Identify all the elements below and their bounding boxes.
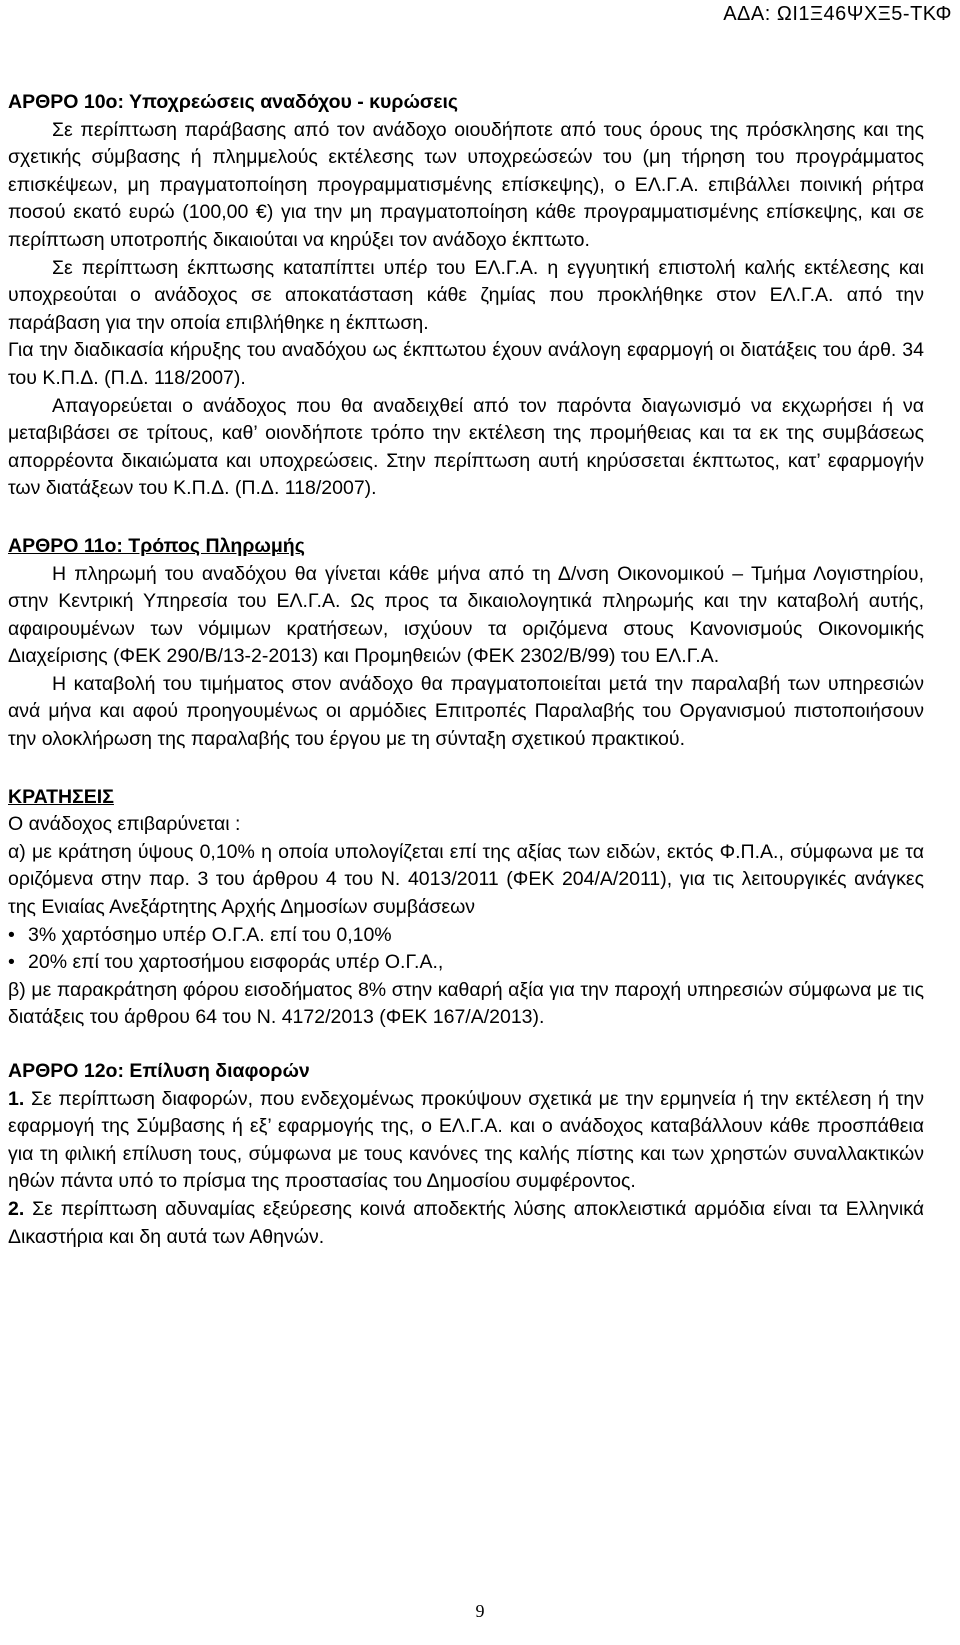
bullet-icon: •	[8, 951, 15, 974]
bullet-item-text: 3% χαρτόσημο υπέρ Ο.Γ.Α. επί του 0,10%	[28, 923, 392, 946]
article-10-paragraph-3: Για την διαδικασία κήρυξης του αναδόχου ως έκπτωτου έχουν ανάλογη εφαρμογή οι διατάξεις του άρθ. 34 του Κ.Π.Δ. (Π.Δ. 118/2007).	[8, 339, 924, 389]
article-10-paragraph-1: Σε περίπτωση παράβασης από τον ανάδοχο οιουδήποτε από τους όρους της πρόσκλησης και της σχετικής σύμβασης ή πλημμελούς εκτέλεσης των υποχρεώσεών του (μη τήρηση του προγράμματος επισκέψεων, μη πραγματοποίηση προγραμματισμένης επίσκεψης), ο ΕΛ.Γ.Α. επιβάλλει ποινική ρήτρα ποσού εκατό ευρώ (100,00 €) για την μη πραγματοποίηση κάθε προγραμματισμένης επίσκεψης, και σε περίπτωση υποτροπής δικαιούται να κηρύξει τον ανάδοχο έκπτωτο.	[8, 118, 924, 251]
article-10-title: ΑΡΘΡΟ 10ο: Υποχρεώσεις αναδόχου - κυρώσεις	[8, 91, 459, 113]
article-12-title: ΑΡΘΡΟ 12ο: Επίλυση διαφορών	[8, 1060, 310, 1082]
withholding-b: β) με παρακράτηση φόρου εισοδήματος 8% στην καθαρή αξία για την παροχή υπηρεσιών σύμφωνα με τις διατάξεις του άρθρου 64 του Ν. 4172/2013 (ΦΕΚ 167/Α/2013).	[8, 978, 924, 1029]
document-body	[8, 89, 924, 1251]
article-12-item-2	[8, 1196, 924, 1251]
article-12-item-1	[8, 1086, 924, 1196]
bullet-icon: •	[8, 923, 15, 946]
withholdings-intro: Ο ανάδοχος επιβαρύνεται :	[8, 813, 241, 836]
item-text: Σε περίπτωση αδυναμίας εξεύρεσης κοινά αποδεκτής λύσης αποκλειστικά αρμόδια είναι τα Ελληνικά Δικαστήρια και δη αυτά των Αθηνών.	[8, 1197, 924, 1248]
ada-identifier: ΑΔΑ: ΩΙ1Ξ46ΨΧΞ5-ΤΚΦ	[723, 3, 952, 25]
item-number: 1.	[8, 1087, 25, 1110]
article-11-title-text: ΑΡΘΡΟ 11ο: Τρόπος Πληρωμής	[8, 534, 305, 557]
page-number: 9	[475, 1601, 485, 1621]
item-number: 2.	[8, 1197, 25, 1220]
item-text: Σε περίπτωση διαφορών, που ενδεχομένως προκύψουν σχετικά με την ερμηνεία ή την εκτέλεση ή την εφαρμογή της Σύμβασης ή εξ’ εφαρμογής της, ο ΕΛ.Γ.Α. και ο ανάδοχος καταβάλλουν κάθε προσπάθεια για τη φιλική επίλυση τους, σύμφωνα με τους κανόνες της καλής πίστης και των χρηστών συναλλακτικών ηθών πάντα υπό το πρίσμα της προστασίας του Δημοσίου συμφέροντος.	[8, 1087, 924, 1193]
article-11-title	[8, 533, 924, 561]
article-10-paragraph-4: Απαγορεύεται ο ανάδοχος που θα αναδειχθεί από τον παρόντα διαγωνισμό να εκχωρήσει ή να μεταβιβάσει σε τρίτους, καθ’ οιονδήποτε τρόπο την εκτέλεση της προμήθειας και τα εκ της συμβάσεως απορρέοντα δικαιώματα και υποχρεώσεις. Στην περίπτωση αυτή κηρύσσεται έκπτωτος, κατ’ εφαρμογήν των διατάξεων του Κ.Π.Δ. (Π.Δ. 118/2007).	[8, 394, 924, 500]
bullet-item-text: 20% επί του χαρτοσήμου εισφοράς υπέρ Ο.Γ.Α.,	[28, 951, 444, 974]
bullet-item-1	[8, 922, 924, 950]
article-11-paragraph-1: Η πληρωμή του αναδόχου θα γίνεται κάθε μήνα από τη Δ/νση Οικονομικού – Τμήμα Λογιστηρίου, στην Κεντρική Υπηρεσία του ΕΛ.Γ.Α. Ως προς τα δικαιολογητικά πληρωμής και την καταβολή αυτής, αφαιρουμένων των νόμιμων κρατήσεων, ισχύουν τα οριζόμενα στους Κανονισμούς Οικονομικής Διαχείρισης (ΦΕΚ 290/Β/13-2-2013) και Προμηθειών (ΦΕΚ 2302/Β/99) του ΕΛ.Γ.Α.	[8, 562, 924, 668]
article-11-paragraph-2: Η καταβολή του τιμήματος στον ανάδοχο θα πραγματοποιείται μετά την παραλαβή των υπηρεσιών ανά μήνα και αφού προηγουμένως οι αρμόδιες Επιτροπές Παραλαβής του Οργανισμού πιστοποιήσουν την ολοκλήρωση της παραλαβής του έργου με τη σύνταξη σχετικού πρακτικού.	[8, 672, 924, 751]
withholding-a: α) με κράτηση ύψους 0,10% η οποία υπολογίζεται επί της αξίας των ειδών, εκτός Φ.Π.Α., σύμφωνα με τα οριζόμενα στην παρ. 3 του άρθρου 4 του Ν. 4013/2011 (ΦΕΚ 204/Α/2011), για τις λειτουργικές ανάγκες της Ενιαίας Ανεξάρτητης Αρχής Δημοσίων συμβάσεων	[8, 840, 924, 919]
withholdings-title	[8, 784, 924, 812]
withholdings-title-text: ΚΡΑΤΗΣΕΙΣ	[8, 785, 114, 808]
article-10-paragraph-2: Σε περίπτωση έκπτωσης καταπίπτει υπέρ του ΕΛ.Γ.Α. η εγγυητική επιστολή καλής εκτέλεσης και υποχρεούται ο ανάδοχος σε αποκατάσταση κάθε ζημίας που προκλήθηκε στον ΕΛ.Γ.Α. από την παράβαση για την οποία επιβλήθηκε η έκπτωση.	[8, 256, 924, 334]
bullet-item-2	[8, 949, 924, 977]
